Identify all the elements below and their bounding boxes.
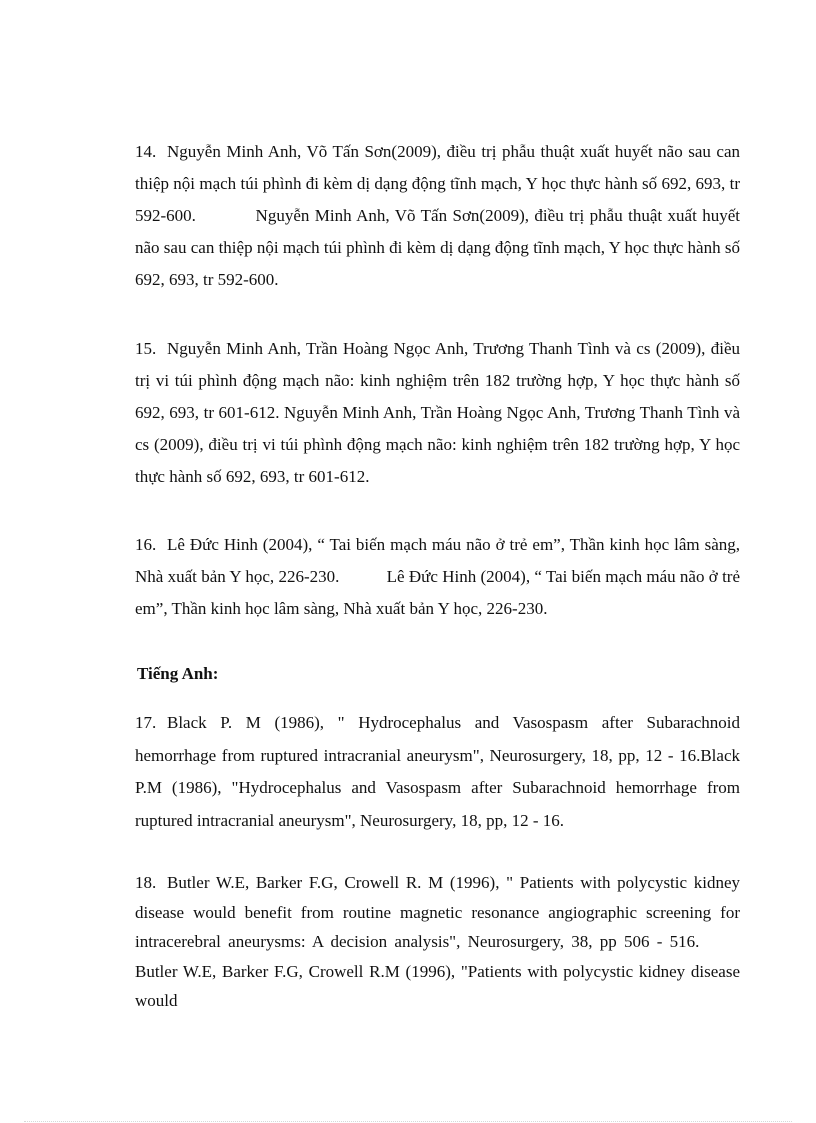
reference-number: 15. <box>135 339 157 358</box>
reference-number: 16. <box>135 535 157 554</box>
page-bottom-divider <box>24 1121 792 1122</box>
reference-item-18 <box>135 868 740 1016</box>
reference-text: Black P. M (1986), " Hydrocephalus and Vasospasm after Subarachnoid hemorrhage from ruptured intracranial aneurysm", Neurosurgery, 18, pp, 12 - 16.Black P.M (1986), "Hydrocephalus and Vasospasm after Subarachnoid hemorrhage from ruptured intracranial aneurysm", Neurosurgery, 18, pp, 12 - 16. <box>135 713 740 830</box>
reference-number: 18. <box>135 873 157 892</box>
reference-item-16 <box>135 529 740 625</box>
reference-item-14 <box>135 136 740 296</box>
reference-text: Butler W.E, Barker F.G, Crowell R. M (1996), " Patients with polycystic kidney disease would benefit from routine magnetic resonance angiographic screening for intracerebral aneurysms: A decision analysis", Neurosurgery, 38, pp 506 - 516. Butler W.E, Barker F.G, Crowell R.M (1996), "Patients with polycystic kidney disease would <box>135 873 740 1010</box>
reference-item-17 <box>135 707 740 837</box>
reference-item-15 <box>135 333 740 493</box>
reference-number: 14. <box>135 142 157 161</box>
reference-text: Nguyễn Minh Anh, Trần Hoàng Ngọc Anh, Trương Thanh Tình và cs (2009), điều trị vi túi phình động mạch não: kinh nghiệm trên 182 trường hợp, Y học thực hành số 692, 693, tr 601-612. Nguyễn Minh Anh, Trần Hoàng Ngọc Anh, Trương Thanh Tình và cs (2009), điều trị vi túi phình động mạch não: kinh nghiệm trên 182 trường hợp, Y học thực hành số 692, 693, tr 601-612. <box>135 339 740 486</box>
reference-number: 17. <box>135 713 157 732</box>
reference-text: Lê Đức Hinh (2004), “ Tai biến mạch máu não ở trẻ em”, Thần kinh học lâm sàng, Nhà xuất bản Y học, 226-230. Lê Đức Hinh (2004), “ Tai biến mạch máu não ở trẻ em”, Thần kinh học lâm sàng, Nhà xuất bản Y học, 226-230. <box>135 535 740 618</box>
section-heading-english: Tiếng Anh: <box>137 664 219 683</box>
reference-text: Nguyễn Minh Anh, Võ Tấn Sơn(2009), điều trị phẫu thuật xuất huyết não sau can thiệp nội mạch túi phình đi kèm dị dạng động tĩnh mạch, Y học thực hành số 692, 693, tr 592-600. Nguyễn Minh Anh, Võ Tấn Sơn(2009), điều trị phẫu thuật xuất huyết não sau can thiệp nội mạch túi phình đi kèm dị dạng động tĩnh mạch, Y học thực hành số 692, 693, tr 592-600. <box>135 142 740 289</box>
